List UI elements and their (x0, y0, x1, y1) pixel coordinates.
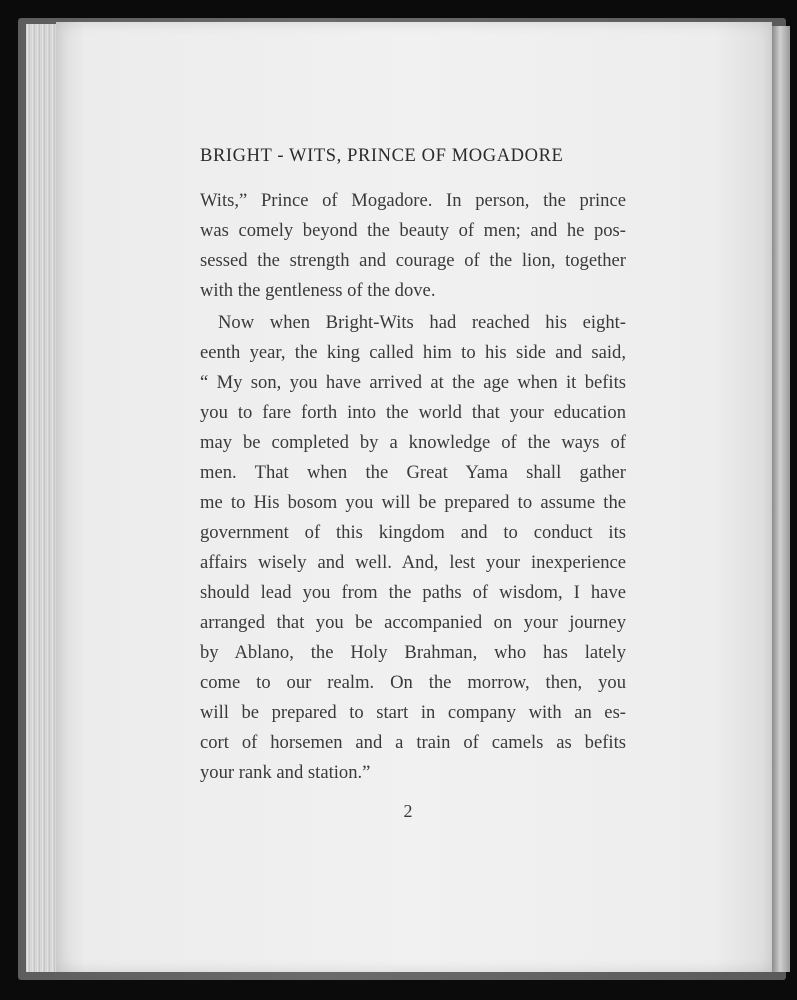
text-line: by Ablano, the Holy Brahman, who has lately (200, 642, 626, 663)
text-line: may be completed by a knowledge of the ways of (200, 432, 626, 453)
next-page-edge (772, 26, 790, 972)
text-line: sessed the strength and courage of the lion, together (200, 250, 626, 271)
text-line: men. That when the Great Yama shall gather (200, 462, 626, 483)
text-line: arranged that you be accompanied on your journey (200, 612, 626, 633)
text-line: should lead you from the paths of wisdom, I have (200, 582, 626, 603)
text-line: you to fare forth into the world that your education (200, 402, 626, 423)
paragraph-first-line: Now when Bright-Wits had reached his eight- (218, 312, 626, 333)
text-line: “ My son, you have arrived at the age when it befits (200, 372, 626, 393)
text-line: was comely beyond the beauty of men; and he pos- (200, 220, 626, 241)
text-line: eenth year, the king called him to his side and said, (200, 342, 626, 363)
text-line: government of this kingdom and to conduct its (200, 522, 626, 543)
running-head: BRIGHT - WITS, PRINCE OF MOGADORE (200, 146, 564, 166)
text-line: affairs wisely and well. And, lest your inexperience (200, 552, 626, 573)
text-line: will be prepared to start in company with an es- (200, 702, 626, 723)
text-line: cort of horsemen and a train of camels as befits (200, 732, 626, 753)
text-line: come to our realm. On the morrow, then, you (200, 672, 626, 693)
text-line: me to His bosom you will be prepared to assume the (200, 492, 626, 513)
page-number: 2 (403, 801, 413, 821)
text-line: your rank and station.” (200, 762, 371, 783)
text-line: Wits,” Prince of Mogadore. In person, the prince (200, 190, 626, 211)
text-line: with the gentleness of the dove. (200, 280, 436, 301)
